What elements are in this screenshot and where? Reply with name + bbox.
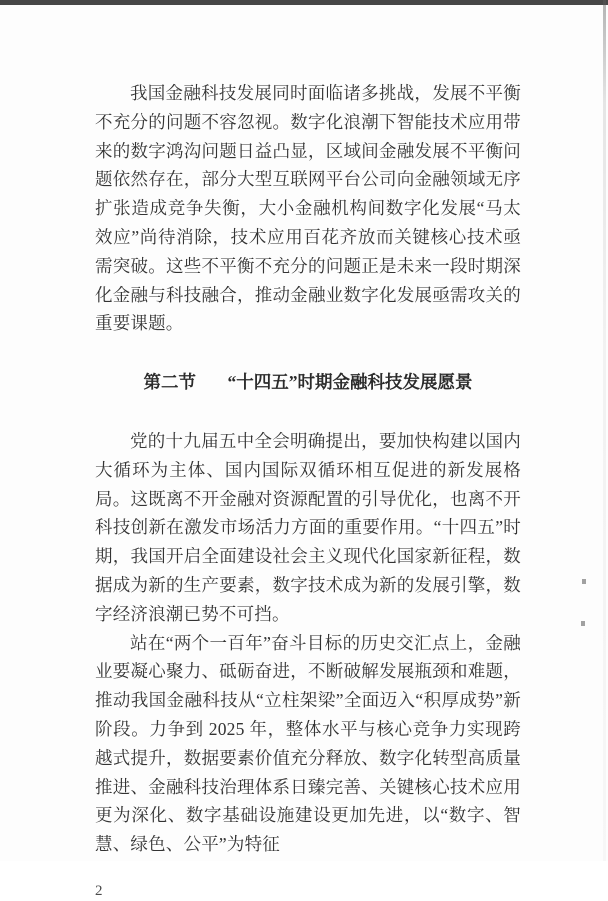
section-heading-label: 第二节 [143, 372, 196, 393]
scan-speck [582, 579, 586, 584]
body-paragraph-1: 我国金融科技发展同时面临诸多挑战，发展不平衡不充分的问题不容忽视。数字化浪潮下智能技术应用带来的数字鸿沟问题日益凸显，区域间金融发展不平衡问题依然存在，部分大型互联网平台公司向金融领域无序扩张造成竞争失衡，大小金融机构间数字化发展“马太效应”尚待消除，技术应用百花齐放而关键核心技术亟需突破。这些不平衡不充分的问题正是未来一段时期深化金融与科技融合，推动金融业数字化发展亟需攻关的重要课题。 [95, 83, 521, 334]
scan-right-edge [603, 0, 606, 861]
body-paragraph-2: 党的十九届五中全会明确提出，要加快构建以国内大循环为主体、国内国际双循环相互促进的新发展格局。这既离不开金融对资源配置的引导优化，也离不开科技创新在激发市场活力方面的重要作用。“十四五”时期，我国开启全面建设社会主义现代化国家新征程，数据成为新的生产要素，数字技术成为新的发展引擎，数字经济浪潮已势不可挡。 [95, 430, 521, 624]
page-content [95, 79, 521, 901]
section-heading-title: “十四五”时期金融科技发展愿景 [227, 372, 473, 393]
page-number: 2 [95, 882, 103, 899]
scan-top-edge [0, 0, 608, 5]
section-heading [95, 368, 521, 397]
body-paragraph-3: 站在“两个一百年”奋斗目标的历史交汇点上，金融业要凝心聚力、砥砺奋进，不断破解发展瓶颈和难题，推动我国金融科技从“立柱架梁”全面迈入“积厚成势”新阶段。力争到 2025 年，整体水平与核心竞争力实现跨越式提升，数据要素价值充分释放、数字化转型高质量推进、金融科技治理体系日臻完善、关键核心技术应用更为深化、数字基础设施建设更加先进，以“数字、智慧、绿色、公平”为特征 [95, 632, 521, 855]
scan-speck [581, 621, 585, 626]
